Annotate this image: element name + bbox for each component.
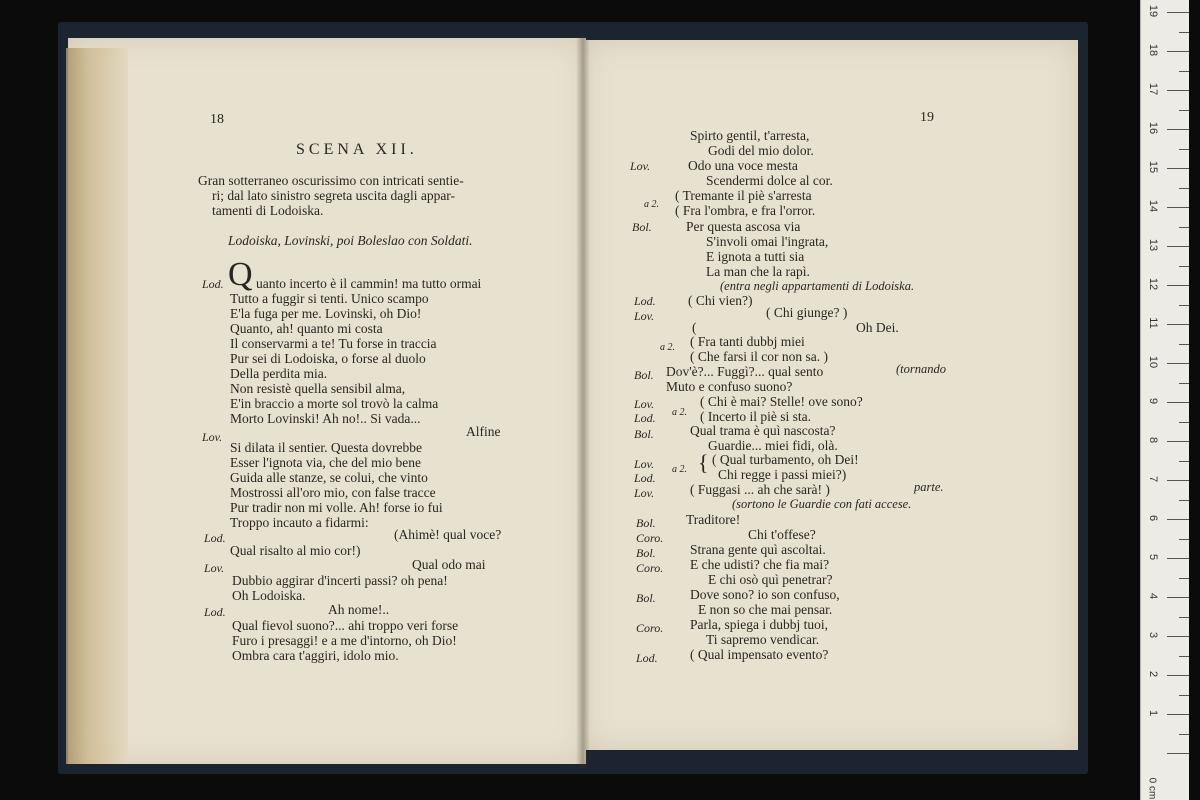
paren: ( <box>692 320 697 335</box>
speaker-label: Lod. <box>204 531 226 545</box>
verse-line: S'involi omai l'ingrata, <box>706 234 829 249</box>
verse-line: ( Incerto il piè si sta. <box>700 409 811 424</box>
speaker-label: Lov. <box>634 397 655 411</box>
verse-line: Furo i presaggi! e a me d'intorno, oh Dio! <box>232 633 457 648</box>
ruler-tick <box>1167 363 1189 364</box>
verse-line: Quanto, ah! quanto mi costa <box>230 321 383 336</box>
speaker-label: Coro. <box>636 621 664 635</box>
ruler-tick <box>1179 617 1189 618</box>
verse-line: Godi del mio dolor. <box>708 143 814 158</box>
ruler-tick <box>1167 558 1189 559</box>
ruler-tick <box>1167 480 1189 481</box>
verse-line: Spirto gentil, t'arresta, <box>690 128 810 143</box>
verse-line: Alfine <box>466 424 501 439</box>
verse-line: Della perdita mia. <box>230 366 328 381</box>
ruler-number: 10 <box>1147 355 1159 369</box>
ruler-tick <box>1179 266 1189 267</box>
ruler-tick <box>1179 500 1189 501</box>
speaker-label: Lod. <box>204 605 226 619</box>
verse-line: E'la fuga per me. Lovinski, oh Dio! <box>230 306 422 321</box>
verse-line: Ah nome!.. <box>328 602 390 617</box>
ruler-tick <box>1167 324 1189 325</box>
ruler-tick <box>1179 422 1189 423</box>
ruler-number: 14 <box>1147 199 1159 213</box>
ruler-tick <box>1167 402 1189 403</box>
ruler-tick <box>1179 461 1189 462</box>
verse-line: Dove sono? io son confuso, <box>690 587 840 602</box>
ruler-number: 18 <box>1147 43 1159 57</box>
verse-line: ( Tremante il piè s'arresta <box>675 188 812 203</box>
ruler-number: 19 <box>1147 4 1159 18</box>
verse-line: ( Chi giunge? ) <box>766 305 848 320</box>
verse-line: Ombra cara t'aggiri, idolo mio. <box>232 648 399 663</box>
ruler-tick <box>1179 734 1189 735</box>
speaker-label: Lov. <box>634 486 655 500</box>
verse-line: Traditore! <box>686 512 741 527</box>
speaker-label: Lov. <box>204 561 225 575</box>
speaker-label: Lod. <box>636 651 658 665</box>
ruler-unit-label: 0 cm <box>1146 777 1158 800</box>
scene-title: SCENA XII. <box>296 141 418 158</box>
speaker-label: Lov. <box>634 309 655 323</box>
speaker-label: Coro. <box>636 561 664 575</box>
ruler-number: 4 <box>1147 592 1159 600</box>
verse-line: La man che la rapì. <box>706 264 810 279</box>
ruler-number: 6 <box>1147 514 1159 522</box>
scene-description-line: Gran sotterraneo oscurissimo con intricati sentie- <box>198 173 464 188</box>
ruler-tick <box>1179 110 1189 111</box>
speaker-label: Lod. <box>634 294 656 308</box>
ruler-number: 7 <box>1147 475 1159 483</box>
verse-line: E'in braccio a morte sol trovò la calma <box>230 396 439 411</box>
ruler-tick <box>1167 12 1189 13</box>
verse-line: ( Chi è mai? Stelle! ove sono? <box>700 394 863 409</box>
verse-line: ( Fra tanti dubbj miei <box>690 334 805 349</box>
verse-line: Ti sapremo vendicar. <box>706 632 820 647</box>
speaker-label: Bol. <box>634 427 654 441</box>
ruler-tick <box>1167 675 1189 676</box>
ruler-tick <box>1167 90 1189 91</box>
speaker-label: Bol. <box>636 516 656 530</box>
ruler-number: 1 <box>1147 709 1159 717</box>
verse-line: Qual risalto al mio cor!) <box>230 543 361 558</box>
verse-line: Morto Lovinski! Ah no!.. Si vada... <box>230 411 421 426</box>
verse-line: ( Fuggasi ... ah che sarà! ) <box>690 482 830 497</box>
ruler-number: 13 <box>1147 238 1159 252</box>
ruler-tick <box>1167 597 1189 598</box>
verse-line: Scendermi dolce al cor. <box>706 173 833 188</box>
book-gutter <box>576 36 590 768</box>
scene-description-line: ri; dal lato sinistro segreta uscita dagli appar- <box>212 188 456 203</box>
verse-line: Chi t'offese? <box>748 527 816 542</box>
verse-line: Non resistè quella sensibil alma, <box>230 381 406 396</box>
scene-description-line: tamenti di Lodoiska. <box>212 203 324 218</box>
speaker-label: Bol. <box>636 591 656 605</box>
ruler-tick <box>1167 519 1189 520</box>
verse-line: ( Qual impensato evento? <box>690 647 829 662</box>
verse-line: Oh Dei. <box>856 320 899 335</box>
ruler-number: 2 <box>1147 670 1159 678</box>
verse-line: Pur sei di Lodoiska, o forse al duolo <box>230 351 426 366</box>
ruler-tick <box>1179 578 1189 579</box>
ruler-tick <box>1167 207 1189 208</box>
ruler-tick <box>1179 305 1189 306</box>
ruler-number: 15 <box>1147 160 1159 174</box>
ruler-number: 16 <box>1147 121 1159 135</box>
ruler-tick <box>1167 285 1189 286</box>
verse-line: Guardie... miei fidi, olà. <box>708 438 838 453</box>
ruler-number: 9 <box>1147 397 1159 405</box>
verse-line: (Ahimè! qual voce? <box>394 527 502 542</box>
ruler-tick <box>1167 51 1189 52</box>
verse-line: Odo una voce mesta <box>688 158 798 173</box>
ruler-tick <box>1167 246 1189 247</box>
ruler-tick <box>1167 714 1189 715</box>
verse-line: Tutto a fuggir si tenti. Unico scampo <box>230 291 429 306</box>
speaker-label: Bol. <box>632 220 652 234</box>
speaker-label: Bol. <box>634 368 654 382</box>
verse-line: Parla, spiega i dubbj tuoi, <box>690 617 828 632</box>
verse-line: Oh Lodoiska. <box>232 588 306 603</box>
verse-line: Qual trama è quì nascosta? <box>690 423 836 438</box>
ruler-tick <box>1167 168 1189 169</box>
a2-label: a 2. <box>660 342 675 353</box>
verse-line: Muto e confuso suono? <box>666 379 793 394</box>
verse-line: E non so che mai pensar. <box>698 602 833 617</box>
ruler-number: 5 <box>1147 553 1159 561</box>
characters-line: Lodoiska, Lovinski, poi Boleslao con Soldati. <box>228 233 473 248</box>
verse-line: ( Chi vien?) <box>688 293 753 308</box>
ruler-number: 3 <box>1147 631 1159 639</box>
verse-line: Per questa ascosa via <box>686 219 801 234</box>
ruler-tick <box>1167 129 1189 130</box>
verse-line: Esser l'ignota via, che del mio bene <box>230 455 421 470</box>
stage-direction: (sortono le Guardie con fati accese. <box>732 497 912 511</box>
ruler-tick <box>1167 441 1189 442</box>
ruler-tick <box>1179 656 1189 657</box>
ruler-tick <box>1179 383 1189 384</box>
verse-line: Mostrossi all'oro mio, con false tracce <box>230 485 436 500</box>
verse-line: Pur tradir non mi volle. Ah! forse io fui <box>230 500 443 515</box>
page-edges <box>66 48 128 764</box>
a2-label: a 2. <box>644 199 659 210</box>
verse-line: Qual odo mai <box>412 557 486 572</box>
verse-line: Chi regge i passi miei?) <box>718 467 847 482</box>
ruler-tick <box>1179 71 1189 72</box>
verse-line: Si dilata il sentier. Questa dovrebbe <box>230 440 422 455</box>
ruler-number: 8 <box>1147 436 1159 444</box>
speaker-label: Lod. <box>634 471 656 485</box>
ruler-tick <box>1179 149 1189 150</box>
verse-line: Strana gente quì ascoltai. <box>690 542 826 557</box>
stage-direction: parte. <box>914 480 944 494</box>
ruler-tick <box>1167 753 1189 754</box>
speaker-label: Lov. <box>634 457 655 471</box>
speaker-label: Bol. <box>636 546 656 560</box>
stage-direction: (entra negli appartamenti di Lodoiska. <box>720 279 915 293</box>
verse-line: Il conservarmi a te! Tu forse in traccia <box>230 336 437 351</box>
speaker-label: Lod. <box>634 411 656 425</box>
ruler-tick <box>1179 344 1189 345</box>
speaker-label: Lov. <box>202 430 223 444</box>
verse-line: ( Fra l'ombra, e fra l'orror. <box>675 203 816 218</box>
page-number-left: 18 <box>210 112 224 127</box>
verse-line: Qual fievol suono?... ahi troppo veri forse <box>232 618 459 633</box>
verse-line: E che udisti? che fia mai? <box>690 557 830 572</box>
verse-line: Dubbio aggirar d'incerti passi? oh pena! <box>232 573 448 588</box>
brace: { <box>698 450 709 475</box>
verse-line: Guida alle stanze, se colui, che vinto <box>230 470 428 485</box>
verse-line: Dov'è?... Fuggì?... qual sento <box>666 364 824 379</box>
ruler-number: 17 <box>1147 82 1159 96</box>
verse-line: ( Che farsi il cor non sa. ) <box>690 349 828 364</box>
a2-label: a 2. <box>672 407 687 418</box>
ruler-number: 11 <box>1147 317 1159 329</box>
ruler-tick <box>1179 695 1189 696</box>
ruler-tick <box>1179 227 1189 228</box>
speaker-label: Lov. <box>630 159 651 173</box>
a2-label: a 2. <box>672 464 687 475</box>
ruler-tick <box>1179 539 1189 540</box>
verse-line: ( Qual turbamento, oh Dei! <box>712 452 859 467</box>
measuring-ruler <box>1140 0 1189 800</box>
stage-direction: (tornando <box>896 362 946 376</box>
speaker-label: Coro. <box>636 531 664 545</box>
verse-line: E ignota a tutti sia <box>706 249 805 264</box>
speaker-label: Lod. <box>202 277 224 291</box>
ruler-tick <box>1179 32 1189 33</box>
verse-line: uanto incerto è il cammin! ma tutto ormai <box>256 276 482 291</box>
ruler-number: 12 <box>1147 277 1159 291</box>
ruler-tick <box>1179 188 1189 189</box>
verse-line: Troppo incauto a fidarmi: <box>230 515 369 530</box>
ruler-tick <box>1167 636 1189 637</box>
verse-line: E chi osò quì penetrar? <box>708 572 833 587</box>
page-number-right: 19 <box>920 110 934 125</box>
drop-cap: Q <box>228 256 253 293</box>
